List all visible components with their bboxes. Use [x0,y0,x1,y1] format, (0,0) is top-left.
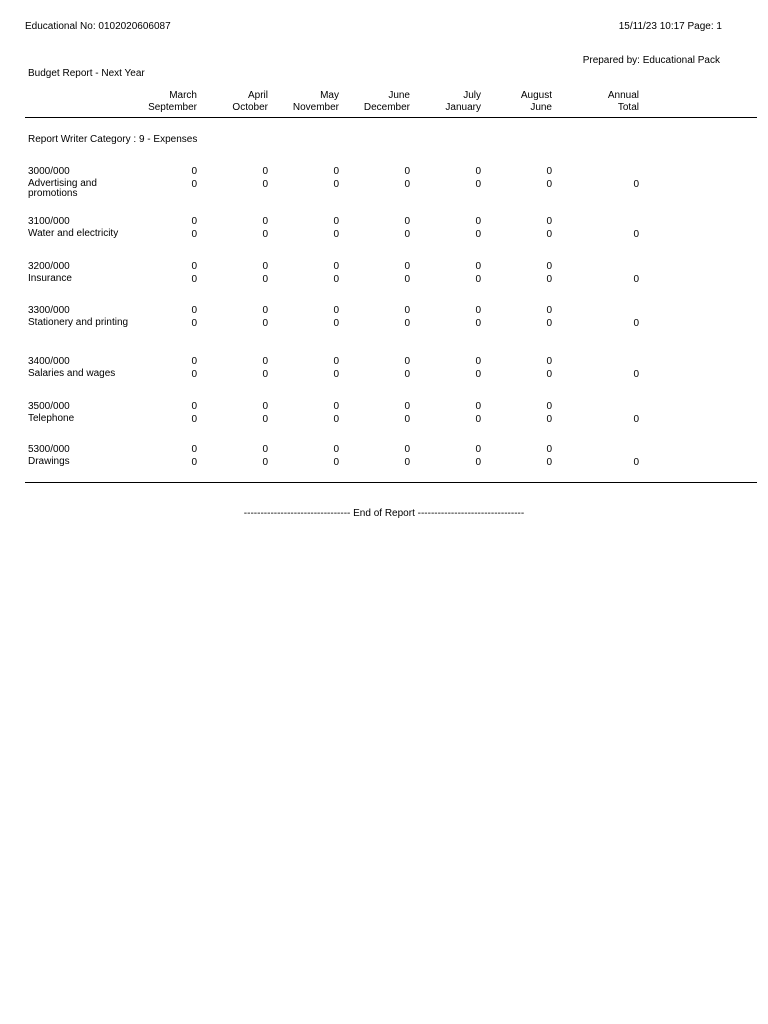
budget-value: 0 [404,305,410,316]
account-description: Insurance [28,273,72,284]
budget-value: 0 [546,401,552,412]
budget-value: 0 [191,305,197,316]
budget-value: 0 [333,274,339,285]
budget-value: 0 [475,166,481,177]
column-header-3 [259,90,339,114]
budget-value: 0 [262,179,268,190]
budget-value: 0 [333,229,339,240]
budget-value: 0 [475,444,481,455]
budget-value: 0 [475,305,481,316]
budget-value: 0 [191,356,197,367]
annual-total-value: 0 [633,369,639,380]
account-description: Drawings [28,456,70,467]
column-header-7-line1: Annual [607,90,639,101]
account-block [28,401,138,424]
budget-value: 0 [191,414,197,425]
budget-value: 0 [262,369,268,380]
budget-value: 0 [404,401,410,412]
account-block [28,166,138,199]
account-block [28,444,138,467]
column-header-5-line2: January [445,102,481,113]
budget-value: 0 [546,414,552,425]
budget-value: 0 [546,444,552,455]
budget-value: 0 [262,356,268,367]
budget-value: 0 [333,261,339,272]
budget-value: 0 [475,274,481,285]
budget-value: 0 [262,401,268,412]
budget-value: 0 [262,166,268,177]
account-block [28,261,138,284]
budget-value: 0 [475,457,481,468]
budget-value: 0 [404,229,410,240]
budget-value: 0 [191,274,197,285]
annual-total-value: 0 [633,457,639,468]
budget-value: 0 [475,414,481,425]
budget-value: 0 [404,444,410,455]
budget-value: 0 [404,414,410,425]
budget-value: 0 [333,414,339,425]
budget-value: 0 [191,229,197,240]
account-code: 3500/000 [28,401,70,412]
budget-value: 0 [475,216,481,227]
budget-value: 0 [262,229,268,240]
column-header-4 [330,90,410,114]
budget-value: 0 [333,166,339,177]
account-description: Telephone [28,413,75,424]
budget-value: 0 [262,261,268,272]
budget-value: 0 [546,261,552,272]
budget-value: 0 [404,179,410,190]
column-header-5-line1: July [463,90,481,101]
budget-value: 0 [191,401,197,412]
budget-value: 0 [333,216,339,227]
column-header-1-line1: March [169,90,197,101]
budget-value: 0 [546,229,552,240]
account-code: 3000/000 [28,166,70,177]
account-code: 3400/000 [28,356,70,367]
annual-total-value: 0 [633,274,639,285]
budget-value: 0 [191,457,197,468]
account-description: Advertising and promotions [28,178,97,199]
column-header-6 [472,90,552,114]
budget-value: 0 [546,216,552,227]
budget-value: 0 [333,318,339,329]
annual-total-value: 0 [633,179,639,190]
prepared-by: Prepared by: Educational Pack [582,55,720,66]
budget-value: 0 [546,305,552,316]
budget-value: 0 [191,444,197,455]
account-block [28,305,138,328]
account-code: 3200/000 [28,261,70,272]
budget-value: 0 [333,401,339,412]
budget-value: 0 [404,369,410,380]
budget-value: 0 [333,356,339,367]
budget-value: 0 [404,274,410,285]
account-block [28,216,138,239]
budget-value: 0 [475,261,481,272]
account-code: 3100/000 [28,216,70,227]
account-description: Salaries and wages [28,368,116,379]
account-code: 3300/000 [28,305,70,316]
budget-value: 0 [333,179,339,190]
budget-value: 0 [262,318,268,329]
column-header-2-line2: October [232,102,268,113]
budget-value: 0 [333,369,339,380]
annual-total-value: 0 [633,229,639,240]
budget-value: 0 [333,305,339,316]
column-header-6-line1: August [520,90,552,101]
budget-value: 0 [333,444,339,455]
column-header-4-line2: December [363,102,410,113]
column-header-1 [117,90,197,114]
category-heading: Report Writer Category : 9 - Expenses [28,134,198,145]
account-description: Stationery and printing [28,317,129,328]
budget-value: 0 [262,414,268,425]
budget-value: 0 [333,457,339,468]
column-header-1-line2: September [148,102,197,113]
budget-value: 0 [475,401,481,412]
account-block [28,356,138,379]
budget-value: 0 [404,318,410,329]
budget-value: 0 [475,179,481,190]
budget-value: 0 [546,179,552,190]
budget-value: 0 [546,457,552,468]
budget-value: 0 [546,356,552,367]
column-header-2 [188,90,268,114]
educational-number: Educational No: 0102020606087 [25,21,171,32]
budget-value: 0 [262,274,268,285]
column-header-5 [401,90,481,114]
column-header-2-line1: April [247,90,268,101]
budget-value: 0 [546,369,552,380]
budget-value: 0 [546,274,552,285]
budget-value: 0 [191,216,197,227]
budget-value: 0 [404,261,410,272]
header-rule [25,117,757,118]
date-time-page: 15/11/23 10:17 Page: 1 [618,21,722,32]
annual-total-value: 0 [633,318,639,329]
column-header-3-line2: November [292,102,339,113]
budget-value: 0 [475,356,481,367]
end-of-report: -------------------------------- End of Report -------------------------------- [243,508,525,519]
budget-value: 0 [191,179,197,190]
budget-value: 0 [191,261,197,272]
budget-value: 0 [191,369,197,380]
budget-value: 0 [546,318,552,329]
footer-rule [25,482,757,483]
column-header-3-line1: May [320,90,339,101]
budget-value: 0 [262,305,268,316]
column-header-7 [559,90,639,114]
budget-value: 0 [404,356,410,367]
column-header-7-line2: Total [617,102,639,113]
budget-value: 0 [475,318,481,329]
budget-value: 0 [404,457,410,468]
budget-value: 0 [475,229,481,240]
budget-value: 0 [404,216,410,227]
budget-value: 0 [475,369,481,380]
budget-value: 0 [262,444,268,455]
budget-value: 0 [546,166,552,177]
budget-value: 0 [262,457,268,468]
account-description: Water and electricity [28,228,119,239]
annual-total-value: 0 [633,414,639,425]
column-header-6-line2: June [530,102,552,113]
budget-value: 0 [404,166,410,177]
report-title: Budget Report - Next Year [28,68,145,79]
account-code: 5300/000 [28,444,70,455]
budget-value: 0 [191,318,197,329]
budget-value: 0 [191,166,197,177]
column-header-4-line1: June [388,90,410,101]
budget-value: 0 [262,216,268,227]
